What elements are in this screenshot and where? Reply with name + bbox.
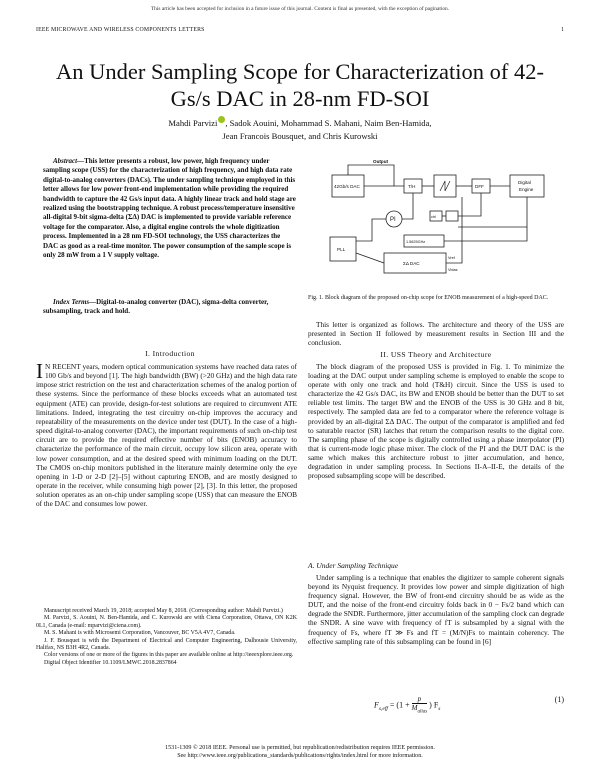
organization-paragraph: This letter is organized as follows. The architecture and theory of the USS are presented in Section II followed by measurement results in Section III and the conclusion. <box>308 320 564 348</box>
paper-title: An Under Sampling Scope for Characterization of 42-Gs/s DAC in 28-nm FD-SOI <box>56 59 544 111</box>
journal-header: IEEE MICROWAVE AND WIRELESS COMPONENTS LETTERS <box>36 27 205 33</box>
section-heading-uss: II. USS Theory and Architecture <box>380 350 492 359</box>
equation-number: (1) <box>554 695 564 704</box>
equation-1 <box>308 690 564 715</box>
acceptance-notice: This article has been accepted for inclusion in a future issue of this journal. Content is final as presented, with the exception of pagination. <box>150 6 450 12</box>
abstract-body: This letter presents a robust, low power, high frequency under sampling scope (USS) for the characterization of high frequency, and high data rate digital-to-analog converters (DACs). The under sampling technique employed in this letter allows for low power front-end implementation while providing the required bandwidth to capture the 42 Gs/s input data. A highly linear track and hold stage are realized using the bootstrapping technique. A robust process/temperature insensitive all-digital 9-bit sigma-delta (ΣΔ) DAC is implemented to provide variable reference voltage for the comparator. Also, a digital engine controls the whole digitization process. Implemented in a 28 nm FD-SOI technology, the USS characterizes the DAC as good as a real-time monitor. The power consumption of the sample scope is only 28 mW from a 1 V supply voltage. <box>43 157 296 260</box>
index-body: Digital-to-analog converter (DAC), sigma-delta converter, subsampling, track and hold. <box>43 298 269 316</box>
under-sampling-paragraph: Under sampling is a technique that enables the digitizer to sample coherent signals beyond its Nyquist frequency. It provides low power and simple digitization of high frequency signal. However, the BW of front-end circuitry should be as wide as the DUT, and the noise of the front-end circuitry folds back in 0 − Fs/2 band which can degrade the SNDR. Furthermore, jitter accumulation of the sampling clock can degrade the SNDR. A sine wave with frequency of fT is subsampled by a signal with the frequency of Fs, where fT ≫ Fs and fT = (M/N)Fs to maintain coherency. The effective sampling rate of this subsampling can be found in [6] <box>308 573 564 646</box>
author-line2: Jean Francois Bousquet, and Chris Kurowski <box>222 130 378 141</box>
block-diagram <box>312 157 562 289</box>
figure-1 <box>312 157 562 289</box>
footnote-color: Color versions of one or more of the figures in this paper are available online at http://ieeexplore.ieee.org. <box>44 652 294 659</box>
footnote-microsemi: M. S. Mahani is with Microsemi Corporation, Vancouver, BC V5A 4V7, Canada. <box>44 630 236 637</box>
subsection-heading-a: A. Under Sampling Technique <box>308 561 399 570</box>
drop-cap: I <box>36 359 43 383</box>
architecture-paragraph: The block diagram of the proposed USS is provided in Fig. 1. To minimize the loading at the DAC output under sampling scheme is employed to enable the scope to operate with only one track and hold (T&H) circuit. Since the USS is used to characterize the 42 Gs/s DAC, its BW and ENOB should be better than the DUT to set reliable test limits. The target BW and the ENOB of the USS is 30 GHz and 8 bit, respectively. The sampled data are fed to a comparator where the reference voltage is provided by an all-digital ΣΔ DAC. The output of the comparator is amplified and fed to saturable reactor (SR) latches that return the comparison results to the digital core. The sampling phase of the scope is digitally controlled using a phase interpolator (PI) that is current-mode logic phase mixer. The clock of the PI and the DUT DAC is the same which makes this architecture robust to jitter accumulation, and hence, degradation in under sampling process. In Sections II-A–II-E, the details of the proposed subsampling scope will be described. <box>308 362 564 481</box>
label-pi: PI <box>390 217 396 223</box>
label-divider: 1.5625GHz <box>406 240 426 244</box>
label-vref: Vref <box>448 256 455 260</box>
introduction-text <box>36 359 297 509</box>
index-lead: Index Terms— <box>53 298 97 306</box>
footnotes <box>36 608 297 667</box>
author-rest: , Sadok Aouini, Mohammad S. Mahani, Naim Ben-Hamida, <box>225 118 432 128</box>
equation-body: $F_{s,eff} = (1$ + p $M_{alias}$ ) $F_s$ <box>374 695 441 715</box>
page-number: 1 <box>561 27 564 33</box>
label-engine2: Engine <box>519 187 534 192</box>
author-list <box>40 116 560 142</box>
intro-body: N RECENT years, modern optical communication systems have reached data rates of 100 Gb/s and beyond [1]. The high bandwidth (BW) (>20 GHz) and the high data rate impose strict restriction on the test and characterization schemes of the analog portion of these systems. Since the performance of these blocks exceeds what an automated test equipment (ATE) can provide, design-for-test solutions are required to circumvent ATE limitations. Indeed, integrating the test circuitry on-chip improves the accuracy and repeatability of the measurements on the device under test (DUT). In the case of a high-speed digital-to-analog converter (DAC), the important requirements of such on-chip test circuit are to provide the required effective number of bits (ENOB) accuracy to characterize the performance of the main circuit, occupy low silicon area, operate with low power consumption, and at the desired speed with minimum loading on the DUT. The CMOS on-chip monitors published in the literature mainly determine only the eye opening in 1-D or 2-D [2]–[5] without capturing ENOB, and are mostly designed to operate in the receiver, while consuming high power [2], [3]. In this letter, the proposed solution operates as an on-chip under sampling scope (USS) that can measure the ENOB of the DAC and consumes low power. <box>36 362 297 509</box>
footnote-received: Manuscript received March 19, 2018; accepted May 8, 2018. (Corresponding author: Mahdi Parvizi.) <box>44 608 283 614</box>
footer-rights-link[interactable]: See http://www.ieee.org/publications_standards/publications/rights/index.html for more information. <box>177 753 423 759</box>
footnote-doi: Digital Object Identifier 10.1109/LMWC.2018.2837864 <box>44 659 177 666</box>
footnote-dalhousie: J. F. Bousquet is with the Department of Electrical and Computer Engineering, Dalhousie University, Halifax, NS B3H 4R2, Canada. <box>36 637 297 652</box>
index-terms <box>43 298 297 317</box>
footnote-ciena: M. Parvizi, S. Aouini, N. Ben-Hamida, and C. Kurowski are with Ciena Corporation, Ottawa, ON K2K 0L1, Canada (e-mail: mparvizi@ciena.com). <box>36 615 297 629</box>
label-dac: 42Gb/s DAC <box>334 184 360 189</box>
abstract <box>43 157 297 260</box>
page-footer <box>36 744 564 760</box>
footer-copyright: 1531-1309 © 2018 IEEE. Personal use is permitted, but republication/redistribution requires IEEE permission. <box>165 745 435 751</box>
author-first: Mahdi Parvizi <box>168 118 218 128</box>
label-sd-dac: ΣΔ DAC <box>403 261 420 266</box>
label-pll: PLL <box>337 247 346 252</box>
abstract-lead: Abstract— <box>53 157 85 165</box>
label-output: Output <box>373 159 389 164</box>
digital-engine-block <box>510 175 544 197</box>
section-heading-intro: I. Introduction <box>145 349 195 358</box>
label-dff: DFF <box>475 184 484 189</box>
label-vbias: Vbias <box>448 268 458 272</box>
figure-caption: Fig. 1. Block diagram of the proposed on-chip scope for ENOB measurement of a high-speed DAC. <box>308 295 549 301</box>
label-ctrl: ctrl <box>431 215 436 219</box>
label-th: T/H <box>408 184 416 189</box>
label-engine1: Digital <box>518 180 531 185</box>
